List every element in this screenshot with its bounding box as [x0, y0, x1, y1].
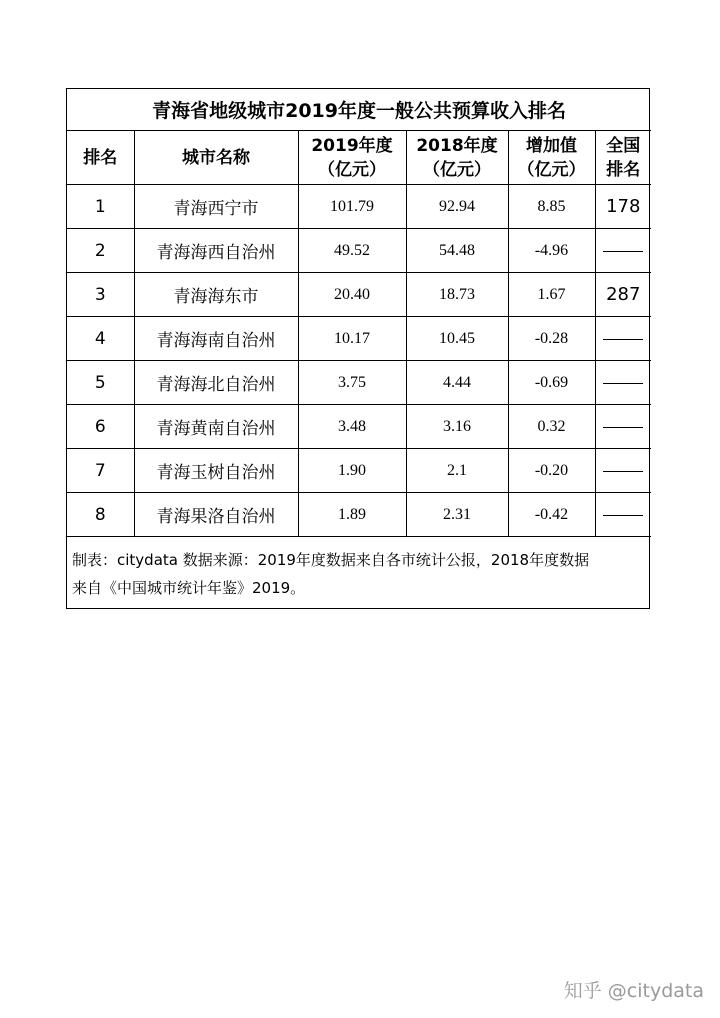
cell-rank: 5 [67, 361, 134, 405]
cell-rank: 3 [67, 273, 134, 317]
header-national-line1: 全国 [606, 135, 641, 156]
cell-city: 青海玉树自治州 [134, 449, 298, 493]
table-row [67, 405, 651, 449]
dash-placeholder [603, 383, 643, 384]
table-title: 青海省地级城市2019年度一般公共预算收入排名 [67, 89, 651, 131]
table-row [67, 185, 651, 229]
header-delta-line1: 增加值 [526, 135, 577, 156]
table-note [67, 537, 651, 609]
table-row [67, 229, 651, 273]
cell-2018: 2.31 [406, 493, 508, 537]
cell-city: 青海海东市 [134, 273, 298, 317]
table-row [67, 361, 651, 405]
cell-delta: 8.85 [508, 185, 595, 229]
cell-city: 青海西宁市 [134, 185, 298, 229]
cell-2019: 20.40 [298, 273, 406, 317]
cell-rank: 7 [67, 449, 134, 493]
cell-rank: 8 [67, 493, 134, 537]
cell-national-rank [595, 449, 651, 493]
header-2019-line1: 2019年度 [311, 135, 393, 156]
ranking-table-sheet [66, 88, 650, 609]
header-city: 城市名称 [134, 131, 298, 185]
cell-2019: 1.90 [298, 449, 406, 493]
header-row [67, 131, 651, 185]
cell-2019: 3.75 [298, 361, 406, 405]
cell-delta: 1.67 [508, 273, 595, 317]
cell-delta: -0.28 [508, 317, 595, 361]
cell-city: 青海海西自治州 [134, 229, 298, 273]
header-2018 [406, 131, 508, 185]
header-national-line2: 排名 [606, 159, 641, 180]
cell-2018: 10.45 [406, 317, 508, 361]
cell-national-rank [595, 493, 651, 537]
table-row [67, 273, 651, 317]
header-2019 [298, 131, 406, 185]
cell-national-rank: 178 [595, 185, 651, 229]
header-2019-line2: （亿元） [318, 159, 386, 180]
table-row [67, 493, 651, 537]
dash-placeholder [603, 427, 643, 428]
cell-2018: 4.44 [406, 361, 508, 405]
table-row [67, 317, 651, 361]
cell-national-rank [595, 317, 651, 361]
watermark: 知乎 @citydata [563, 980, 704, 1002]
dash-placeholder [603, 251, 643, 252]
dash-placeholder [603, 471, 643, 472]
cell-rank: 2 [67, 229, 134, 273]
header-2018-line1: 2018年度 [416, 135, 498, 156]
table-row [67, 449, 651, 493]
cell-2018: 18.73 [406, 273, 508, 317]
cell-2018: 3.16 [406, 405, 508, 449]
cell-national-rank [595, 229, 651, 273]
header-2018-line2: （亿元） [423, 159, 491, 180]
cell-rank: 1 [67, 185, 134, 229]
header-national-rank [595, 131, 651, 185]
header-delta [508, 131, 595, 185]
cell-national-rank [595, 361, 651, 405]
header-delta-line2: （亿元） [517, 159, 586, 180]
cell-city: 青海海南自治州 [134, 317, 298, 361]
cell-delta: 0.32 [508, 405, 595, 449]
cell-2019: 3.48 [298, 405, 406, 449]
cell-2019: 1.89 [298, 493, 406, 537]
cell-2019: 101.79 [298, 185, 406, 229]
cell-2019: 49.52 [298, 229, 406, 273]
cell-national-rank: 287 [595, 273, 651, 317]
cell-2019: 10.17 [298, 317, 406, 361]
cell-city: 青海海北自治州 [134, 361, 298, 405]
dash-placeholder [603, 515, 643, 516]
cell-rank: 4 [67, 317, 134, 361]
header-rank: 排名 [67, 131, 134, 185]
cell-rank: 6 [67, 405, 134, 449]
cell-delta: -0.20 [508, 449, 595, 493]
note-line-1: 制表：citydata 数据来源：2019年度数据来自各市统计公报，2018年度数据 [72, 551, 590, 569]
table-body [67, 185, 651, 537]
cell-delta: -0.42 [508, 493, 595, 537]
note-line-2: 来自《中国城市统计年鉴》2019。 [72, 579, 306, 597]
cell-national-rank [595, 405, 651, 449]
cell-city: 青海黄南自治州 [134, 405, 298, 449]
cell-city: 青海果洛自治州 [134, 493, 298, 537]
cell-2018: 54.48 [406, 229, 508, 273]
dash-placeholder [603, 339, 643, 340]
ranking-table [67, 89, 651, 608]
cell-2018: 2.1 [406, 449, 508, 493]
cell-2018: 92.94 [406, 185, 508, 229]
cell-delta: -0.69 [508, 361, 595, 405]
cell-delta: -4.96 [508, 229, 595, 273]
